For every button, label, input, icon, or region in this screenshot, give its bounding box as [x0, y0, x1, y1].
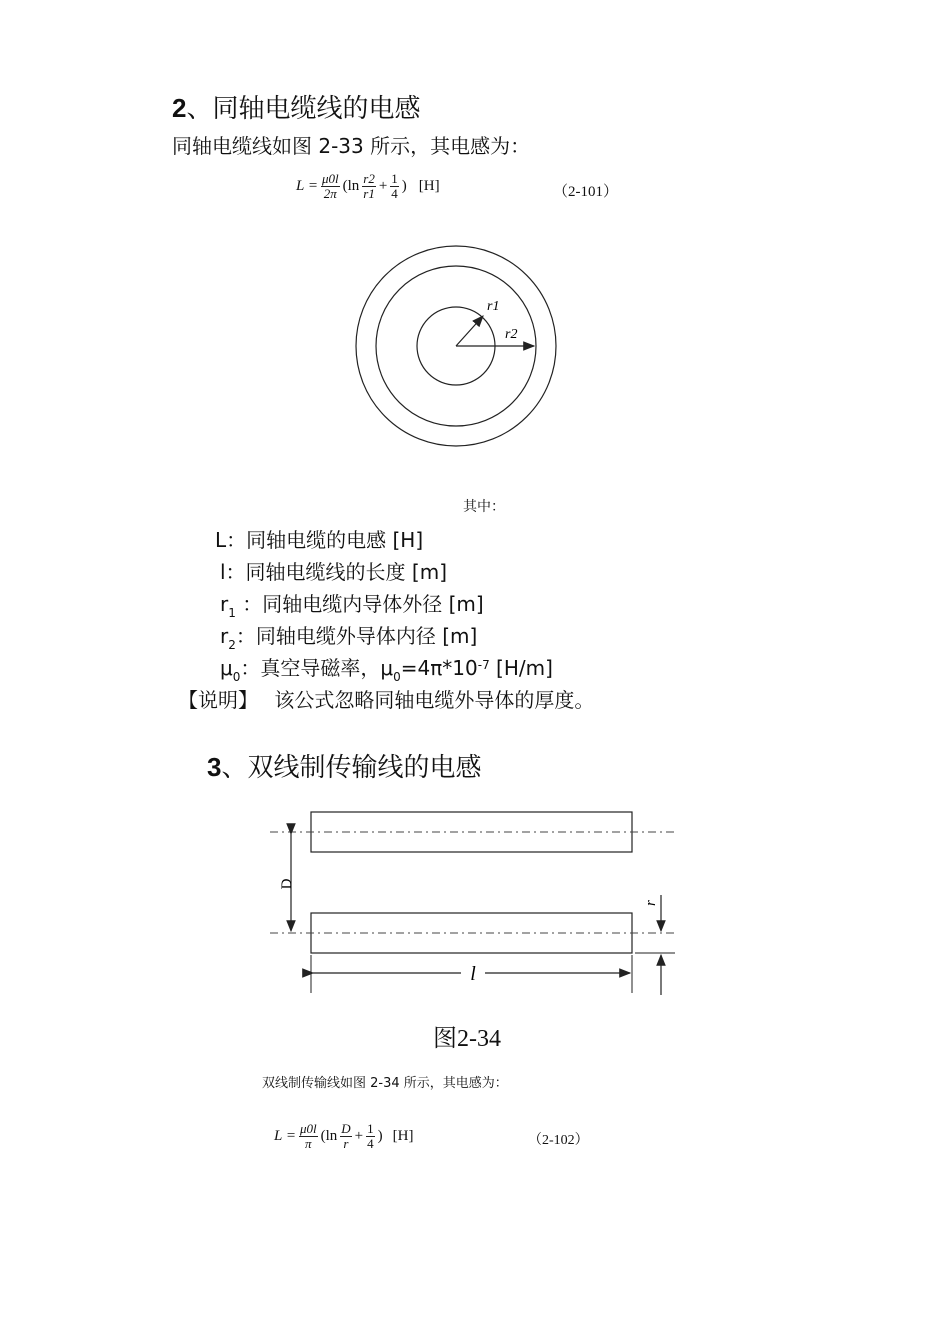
- eq-fraction-main: $\frac{\mu 0l}{\pi}$: [299, 1121, 317, 1151]
- section-3-heading: [207, 747, 481, 784]
- def-L: L：同轴电缆的电感 [H]: [215, 528, 424, 552]
- section-number: 3: [207, 752, 222, 782]
- eq-fraction-ratio: $\frac{D}{r}$: [341, 1121, 351, 1151]
- two-wire-line-figure: [265, 800, 685, 1000]
- note-text: 该公式忽略同轴电缆外导体的厚度。: [274, 688, 595, 712]
- section-title: 、同轴电缆线的电感: [186, 94, 421, 124]
- equation-2-102: [274, 1122, 413, 1151]
- section-2-heading: [172, 88, 420, 125]
- eq-ln: (ln: [342, 178, 360, 194]
- r1-label: r1: [487, 299, 500, 314]
- def-mu0: $\mu_0$：真空导磁率，$\mu_0=4\pi*10^{-7}$ [H/m]: [220, 656, 553, 684]
- eq-lhs: L =: [296, 178, 318, 194]
- def-r1: $r_1$ ：同轴电缆内导体外径 [m]: [220, 592, 484, 620]
- eq-unit: [H]: [392, 1128, 414, 1144]
- figure-caption: 图2-34: [433, 1026, 501, 1052]
- where-label: 其中：: [463, 500, 505, 515]
- l-label: l: [470, 963, 476, 985]
- eq-fraction-quarter: $\frac{1}{4}$: [367, 1121, 374, 1151]
- section-3-intro: 双线制传输线如图 2-34 所示，其电感为：: [262, 1076, 508, 1091]
- coaxial-cable-figure: [346, 236, 566, 456]
- r-label: r: [643, 900, 659, 906]
- note-label: 【说明】: [178, 688, 258, 712]
- eq-close: ): [401, 178, 407, 194]
- eq-close: ): [377, 1128, 383, 1144]
- r2-label: r2: [505, 327, 518, 342]
- section-2-intro: 同轴电缆线如图 2-33 所示，其电感为：: [172, 134, 531, 158]
- section-title: 、双线制传输线的电感: [221, 753, 482, 783]
- equation-2-101: [296, 172, 440, 201]
- eq-plus: +: [378, 178, 388, 194]
- equation-number: （2-101）: [553, 184, 618, 200]
- eq-plus: +: [354, 1128, 364, 1144]
- eq-fraction-quarter: $\frac{1}{4}$: [391, 171, 398, 201]
- eq-lhs: L =: [274, 1128, 296, 1144]
- def-l: l：同轴电缆线的长度 [m]: [220, 560, 448, 584]
- equation-number: （2-102）: [528, 1133, 589, 1148]
- eq-ln: (ln: [320, 1128, 338, 1144]
- note: [178, 684, 594, 713]
- r1-arrow: [456, 316, 483, 346]
- D-label: D: [279, 878, 295, 890]
- eq-unit: [H]: [418, 178, 440, 194]
- section-number: 2: [172, 93, 187, 123]
- eq-fraction-main: $\frac{\mu 0l}{2\pi}$: [321, 171, 339, 201]
- eq-fraction-ratio: $\frac{r2}{r1}$: [363, 171, 375, 201]
- def-r2: $r_2$：同轴电缆外导体内径 [m]: [220, 624, 478, 652]
